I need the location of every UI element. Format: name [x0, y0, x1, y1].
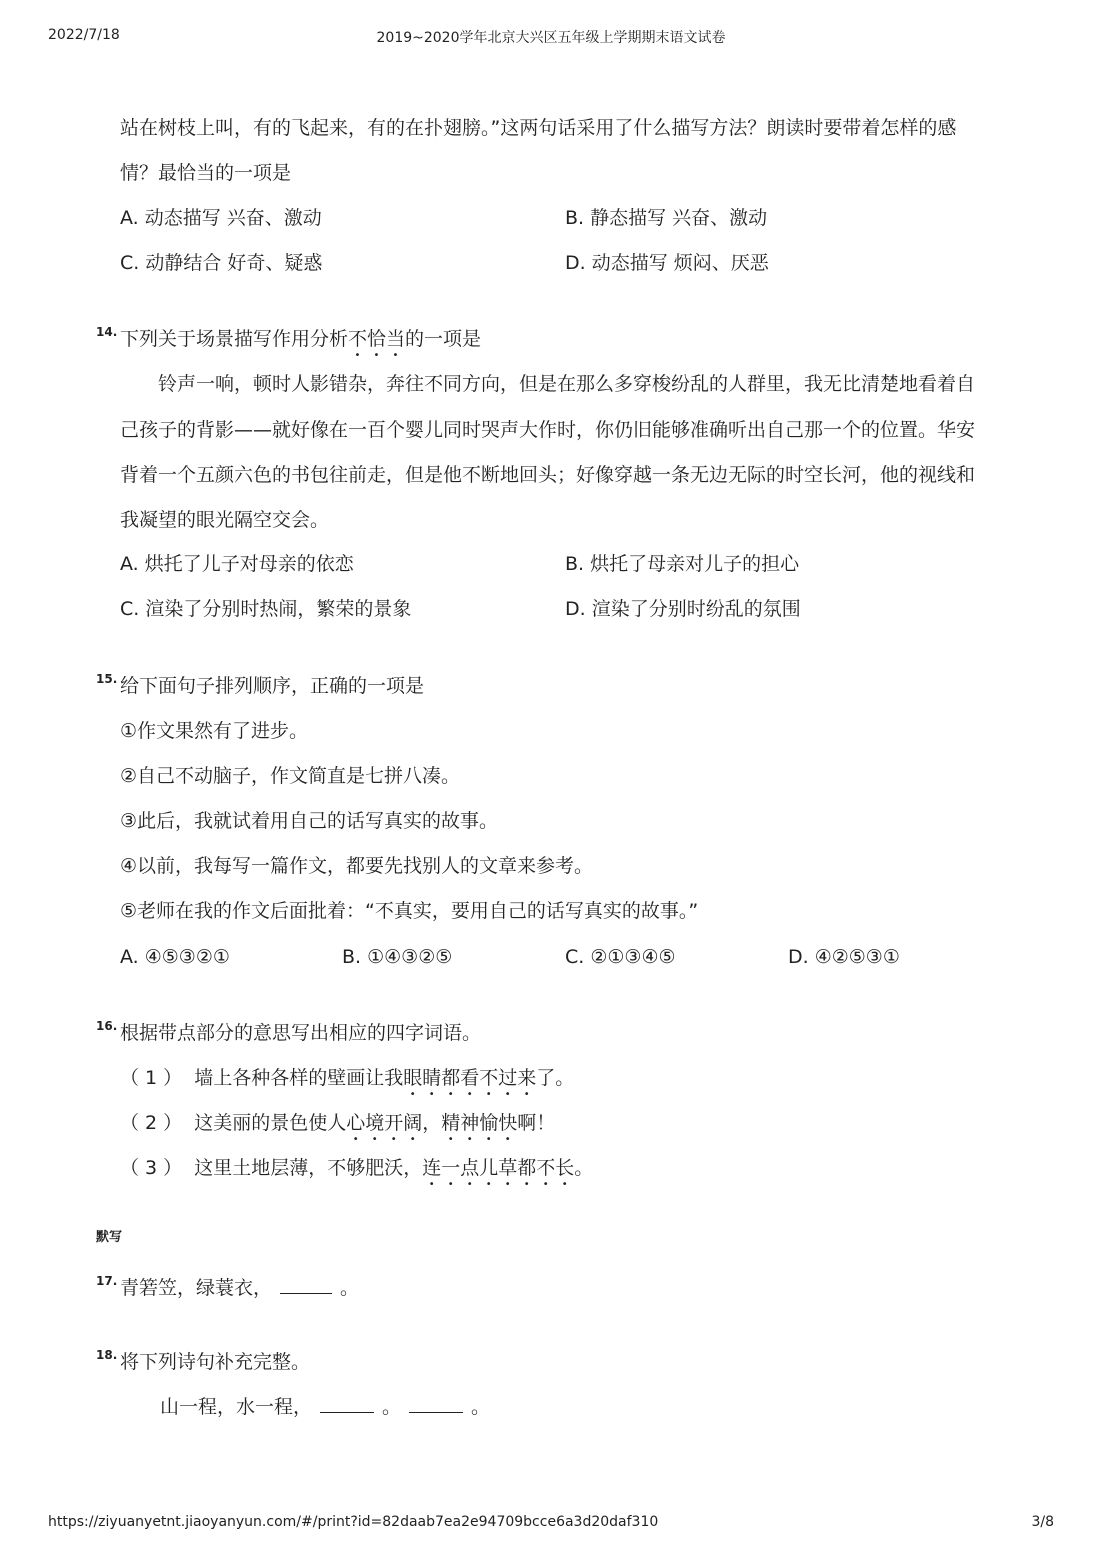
q16-item-mid: ， [422, 1112, 442, 1134]
q15-sentence: ⑤老师在我的作文后面批着：“不真实，要用自己的话写真实的故事。” [120, 900, 699, 922]
q16-stem: 根据带点部分的意思写出相应的四字词语。 [120, 1022, 482, 1044]
q15-sentence: ④以前，我每写一篇作文，都要先找别人的文章来参考。 [120, 855, 594, 877]
q14-option-d: D. 渲染了分别时纷乱的氛围 [565, 598, 801, 620]
q14-stem-post: 的一项是 [405, 328, 482, 350]
q15-stem: 给下面句子排列顺序，正确的一项是 [120, 675, 425, 697]
q16-item-emphasis: 心境开阔 [346, 1112, 423, 1134]
q15-option-a: A. ④⑤③②① [120, 946, 230, 968]
q16-item-pre: 这美丽的景色使人 [194, 1112, 347, 1134]
q13-option-b: B. 静态描写 兴奋、激动 [565, 207, 768, 229]
q14-stem-pre: 下列关于场景描写作用分析 [120, 328, 349, 350]
q16-item-pre: 这里土地层薄，不够肥沃， [194, 1157, 423, 1179]
q16-item-3 [120, 1155, 593, 1190]
section-heading-dictation: 默写 [96, 1230, 123, 1245]
page-number: 3/8 [1031, 1514, 1054, 1530]
q14-stem [120, 326, 481, 361]
q18-answer-blank-2[interactable] [409, 1394, 463, 1413]
q16-item-emphasis: 眼睛都看不过来 [403, 1067, 537, 1089]
q16-item-label: （ 1 ） [120, 1067, 183, 1089]
q13-text-line1: 站在树枝上叫，有的飞起来，有的在扑翅膀。”这两句话采用了什么描写方法？朗读时要带着怎样的感 [120, 117, 957, 139]
q16-item-post: 啊！ [517, 1112, 556, 1134]
q18-answer-blank-1[interactable] [320, 1394, 374, 1413]
q18-poem-pre: 山一程，水一程， [160, 1396, 313, 1418]
q13-option-d: D. 动态描写 烦闷、厌恶 [565, 252, 769, 274]
q13-option-a: A. 动态描写 兴奋、激动 [120, 207, 322, 229]
q15-sentence: ③此后，我就试着用自己的话写真实的故事。 [120, 810, 499, 832]
q14-passage-line: 铃声一响，顿时人影错杂，奔往不同方向，但是在那么多穿梭纷乱的人群里，我无比清楚地看着自 [158, 373, 976, 395]
q13-option-c: C. 动静结合 好奇、疑惑 [120, 252, 323, 274]
print-date: 2022/7/18 [48, 27, 120, 43]
q16-item-post: 了。 [536, 1067, 575, 1089]
q15-number: 15. [96, 672, 118, 686]
q14-passage-line: 我凝望的眼光隔空交会。 [120, 509, 330, 531]
q15-option-c: C. ②①③④⑤ [565, 946, 676, 968]
q18-end-punct: 。 [471, 1396, 491, 1418]
q17-number: 17. [96, 1274, 118, 1288]
q17-answer-blank[interactable] [280, 1275, 332, 1294]
q14-option-c: C. 渲染了分别时热闹，繁荣的景象 [120, 598, 412, 620]
q17-line [120, 1275, 359, 1301]
q14-option-a: A. 烘托了儿子对母亲的依恋 [120, 553, 354, 575]
q13-text-line2: 情？最恰当的一项是 [120, 162, 292, 184]
q15-sentence: ②自己不动脑子，作文简直是七拼八凑。 [120, 765, 461, 787]
q16-item-emphasis: 连一点儿草都不长 [422, 1157, 575, 1179]
q16-item-2 [120, 1110, 555, 1145]
q15-option-b: B. ①④③②⑤ [342, 946, 453, 968]
q16-number: 16. [96, 1019, 118, 1033]
q14-passage-line: 背着一个五颜六色的书包往前走，但是他不断地回头；好像穿越一条无边无际的时空长河，他的视线和 [120, 464, 976, 486]
q18-number: 18. [96, 1348, 118, 1362]
q18-separator: 。 [382, 1396, 402, 1418]
q15-sentence: ①作文果然有了进步。 [120, 720, 309, 742]
q16-item-label: （ 2 ） [120, 1112, 183, 1134]
q16-item-1 [120, 1065, 574, 1100]
q14-number: 14. [96, 325, 118, 339]
q17-text: 青箬笠，绿蓑衣， [120, 1277, 273, 1299]
q16-item-pre: 墙上各种各样的壁画让我 [194, 1067, 404, 1089]
q17-end-punct: 。 [340, 1277, 360, 1299]
q16-item-emphasis: 精神愉快 [441, 1112, 518, 1134]
q16-item-label: （ 3 ） [120, 1157, 183, 1179]
q18-poem-line [160, 1394, 490, 1420]
q15-option-d: D. ④②⑤③① [788, 946, 900, 968]
q14-stem-emphasis: 不恰当 [348, 328, 406, 350]
q14-option-b: B. 烘托了母亲对儿子的担心 [565, 553, 800, 575]
document-title: 2019~2020学年北京大兴区五年级上学期期末语文试卷 [376, 30, 726, 46]
q16-item-post: 。 [574, 1157, 594, 1179]
q18-stem: 将下列诗句补充完整。 [120, 1351, 311, 1373]
q14-passage-line: 己孩子的背影——就好像在一百个婴儿同时哭声大作时，你仍旧能够准确听出自己那一个的位置。华安 [120, 419, 976, 441]
page-url: https://ziyuanyetnt.jiaoyanyun.com/#/print?id=82daab7ea2e94709bcce6a3d20daf310 [48, 1514, 659, 1530]
